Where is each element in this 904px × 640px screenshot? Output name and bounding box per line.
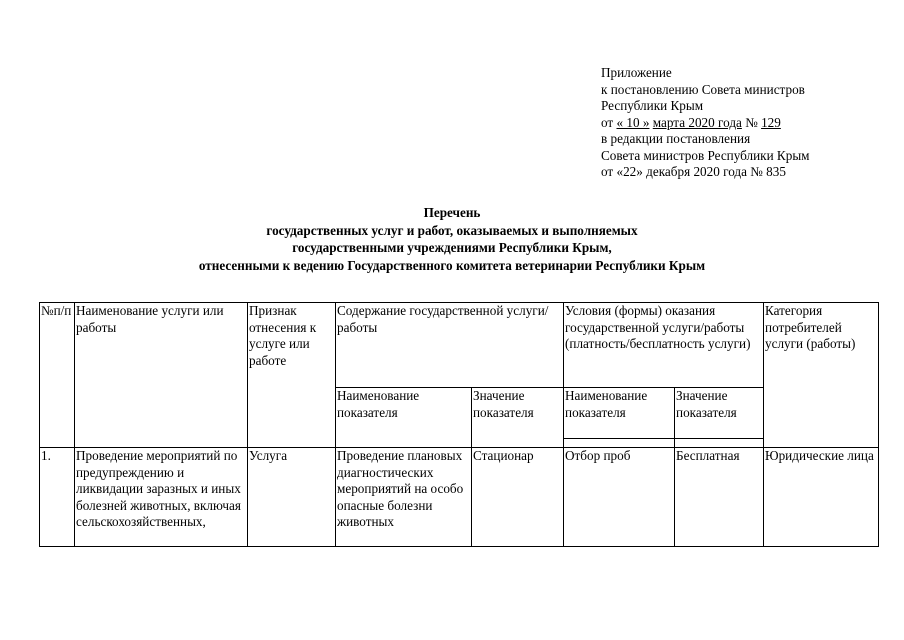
title-line: Перечень <box>423 205 481 220</box>
header-content-value: Значение показателя <box>472 388 564 448</box>
appendix-date-month-year: марта 2020 года <box>652 114 742 130</box>
document-title <box>0 204 904 274</box>
cell-service-name: Проведение мероприятий по предупреждению и ликвидации заразных и иных болезней животных, включая сельскохозяйственных, <box>75 448 248 547</box>
cell-content-indicator: Проведение плановых диагностических мероприятий на особо опасные болезни животных <box>336 448 472 547</box>
appendix-line: от «22» декабря 2020 года № 835 <box>601 164 786 179</box>
appendix-date-day: « 10 » <box>616 114 650 130</box>
header-content: Содержание государственной услуги/работы <box>336 303 564 388</box>
header-gap-cell <box>564 439 675 448</box>
appendix-line: Приложение <box>601 65 672 80</box>
header-gap-cell <box>675 439 764 448</box>
appendix-line: в редакции постановления <box>601 131 751 146</box>
appendix-date-line <box>601 115 891 132</box>
appendix-date-prefix: от <box>601 114 617 130</box>
title-line: государственными учреждениями Республики Крым, <box>292 240 612 255</box>
appendix-number-sign: № <box>745 114 758 130</box>
title-line: государственных услуг и работ, оказываемых и выполняемых <box>266 222 638 238</box>
cell-sign: Услуга <box>248 448 336 547</box>
table-row <box>40 448 879 547</box>
appendix-line: Совета министров Республики Крым <box>601 147 810 163</box>
services-table <box>39 302 879 547</box>
header-conditions-value: Значение показателя <box>675 388 764 439</box>
header-num: №п/п <box>40 303 75 448</box>
header-content-indicator: Наименование показателя <box>336 388 472 448</box>
appendix-block <box>601 65 891 181</box>
appendix-line: Республики Крым <box>601 98 704 113</box>
header-conditions: Условия (формы) оказания государственной услуги/работы (платность/бесплатность услуги) <box>564 303 764 388</box>
cell-content-value: Стационар <box>472 448 564 547</box>
appendix-number: 129 <box>761 114 781 130</box>
header-category: Категория потребителей услуги (работы) <box>764 303 879 448</box>
header-service-name: Наименование услуги или работы <box>75 303 248 448</box>
cell-conditions-value: Бесплатная <box>675 448 764 547</box>
cell-conditions-indicator: Отбор проб <box>564 448 675 547</box>
header-conditions-indicator: Наименование показателя <box>564 388 675 439</box>
title-line: отнесенными к ведению Государственного комитета ветеринарии Республики Крым <box>198 257 706 273</box>
appendix-line: к постановлению Совета министров <box>601 81 805 97</box>
header-sign: Признак отнесения к услуге или работе <box>248 303 336 448</box>
cell-num: 1. <box>40 448 75 547</box>
cell-category: Юридические лица <box>764 448 879 547</box>
